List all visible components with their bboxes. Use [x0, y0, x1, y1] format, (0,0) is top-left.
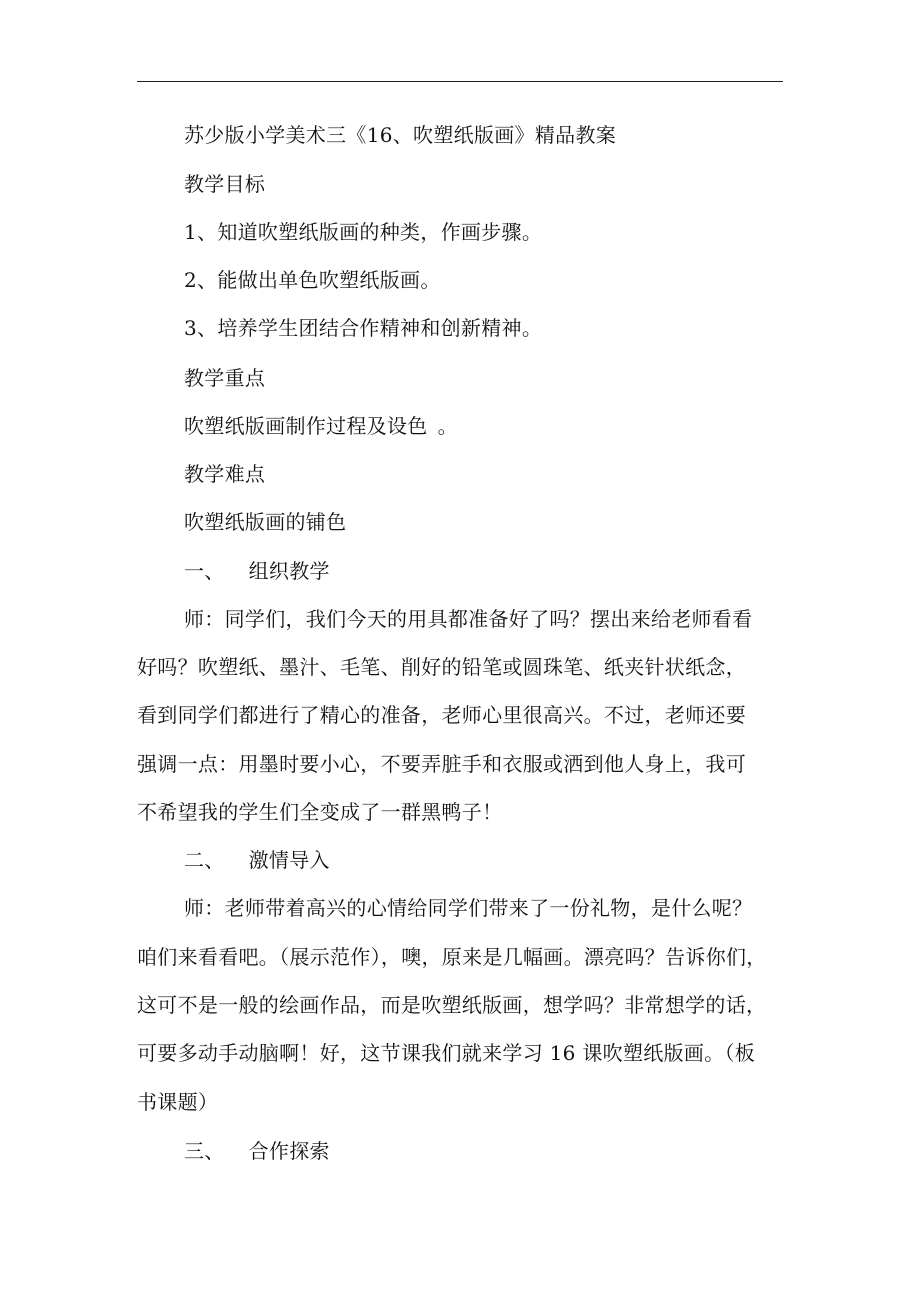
part2-line-4: 可要多动手动脑啊！好，这节课我们就来学习 16 课吹塑纸版画。（板 — [137, 1041, 756, 1065]
part1-line-1: 师：同学们，我们今天的用具都准备好了吗？摆出来给老师看看 — [184, 607, 753, 631]
objective-3: 3、培养学生团结合作精神和创新精神。 — [184, 316, 543, 340]
part1-line-2: 好吗？吹塑纸、墨汁、毛笔、削好的铅笔或圆珠笔、纸夹针状纸念， — [137, 655, 746, 679]
key-text: 吹塑纸版画制作过程及设色 — [184, 414, 428, 438]
part2-title: 激情导入 — [248, 848, 330, 872]
key-heading: 教学重点 — [184, 366, 266, 390]
part2-number: 二、 — [184, 848, 225, 872]
key-text-end: 。 — [437, 414, 458, 438]
part1-heading — [184, 557, 834, 585]
part1-line-4: 强调一点：用墨时要小心，不要弄脏手和衣服或洒到他人身上，我可 — [137, 752, 746, 776]
part1-title: 组织教学 — [248, 559, 330, 583]
objective-2: 2、能做出单色吹塑纸版画。 — [184, 268, 441, 292]
part2-line-3: 这可不是一般的绘画作品，而是吹塑纸版画，想学吗？非常想学的话， — [137, 993, 767, 1017]
part2-line-2: 咱们来看看吧。（展示范作），噢，原来是几幅画。漂亮吗？告诉你们， — [137, 945, 767, 969]
part2-line-1: 师：老师带着高兴的心情给同学们带来了一份礼物，是什么呢？ — [184, 896, 753, 920]
objective-1: 1、知道吹塑纸版画的种类，作画步骤。 — [184, 220, 543, 244]
difficulty-heading: 教学难点 — [184, 462, 266, 486]
key-text-line — [184, 412, 834, 440]
part3-heading — [184, 1137, 834, 1165]
part3-title: 合作探索 — [248, 1139, 330, 1163]
part1-number: 一、 — [184, 559, 225, 583]
part3-number: 三、 — [184, 1139, 225, 1163]
objectives-heading: 教学目标 — [184, 172, 266, 196]
header-rule — [137, 81, 783, 82]
document-title: 苏少版小学美术三《16、吹塑纸版画》精品教案 — [184, 123, 617, 147]
difficulty-text: 吹塑纸版画的铺色 — [184, 510, 347, 534]
part2-line-5: 书课题） — [137, 1090, 219, 1114]
part1-line-3: 看到同学们都进行了精心的准备，老师心里很高兴。不过，老师还要 — [137, 703, 746, 727]
part1-line-5: 不希望我的学生们全变成了一群黑鸭子！ — [137, 800, 503, 824]
part2-heading — [184, 846, 834, 874]
